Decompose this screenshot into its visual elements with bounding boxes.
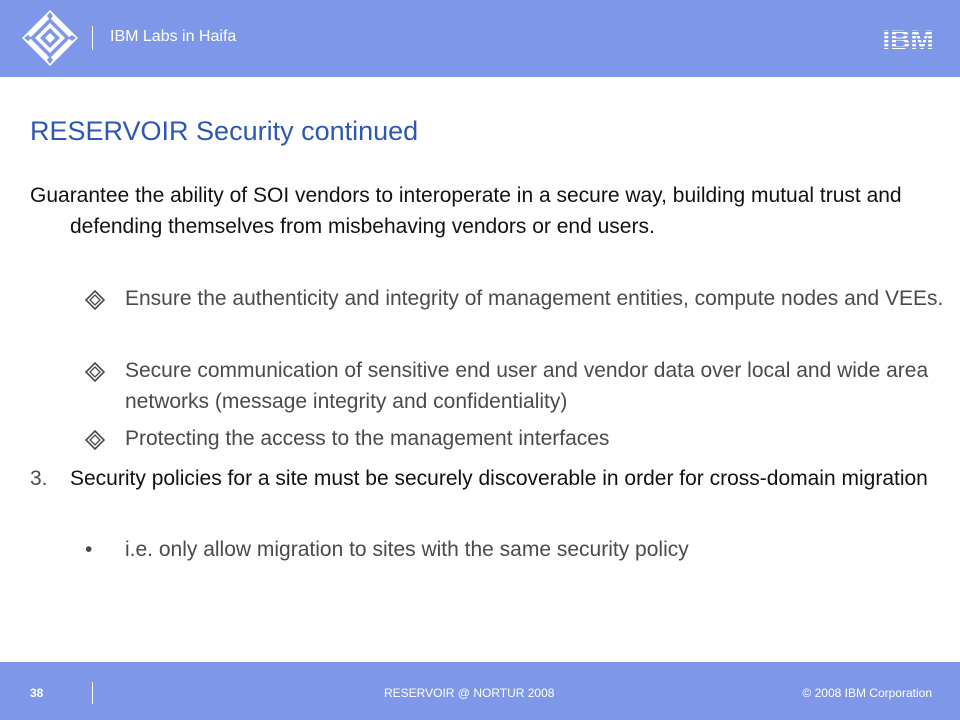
diamond-bullet-icon xyxy=(85,290,105,310)
diamond-bullet-icon xyxy=(85,362,105,382)
numbered-paragraph xyxy=(30,463,950,494)
haifa-diamond-logo-icon xyxy=(20,8,80,68)
intro-paragraph: Guarantee the ability of SOI vendors to interoperate in a secure way, building mutual trust and defending themselves from misbehaving vendors or end users. xyxy=(30,184,902,238)
header-divider xyxy=(92,26,93,50)
lab-name: IBM Labs in Haifa xyxy=(110,28,237,45)
svg-text:IBM: IBM xyxy=(882,24,934,52)
list-number: 3. xyxy=(30,467,48,490)
sub-bullet-text: i.e. only allow migration to sites with the same security policy xyxy=(125,538,689,561)
sub-bullet-migration xyxy=(85,534,960,565)
sub-bullet-authenticity xyxy=(85,283,960,314)
slide-title: RESERVOIR Security continued xyxy=(30,116,419,146)
bullet-dot: • xyxy=(85,538,93,561)
sub-bullet-text: Secure communication of sensitive end user and vendor data over local and wide area networks (message integrity and confidentiality) xyxy=(125,359,929,413)
numbered-paragraph-text: Security policies for a site must be securely discoverable in order for cross-domain migration xyxy=(70,467,928,490)
sub-bullet-text: Ensure the authenticity and integrity of management entities, compute nodes and VEEs. xyxy=(125,287,944,310)
diamond-bullet-icon xyxy=(85,430,105,450)
footer-divider xyxy=(92,682,93,704)
ibm-logo-icon xyxy=(876,24,940,52)
page-number: 38 xyxy=(30,686,44,700)
header-bar xyxy=(0,0,960,77)
sub-bullet-secure-communication xyxy=(85,355,960,417)
sub-bullet-access-protection xyxy=(85,423,960,454)
footer-bar xyxy=(0,662,960,720)
footer-event-text: RESERVOIR @ NORTUR 2008 xyxy=(384,686,555,700)
copyright-text: © 2008 IBM Corporation xyxy=(802,686,932,700)
sub-bullet-text: Protecting the access to the management interfaces xyxy=(125,427,610,450)
